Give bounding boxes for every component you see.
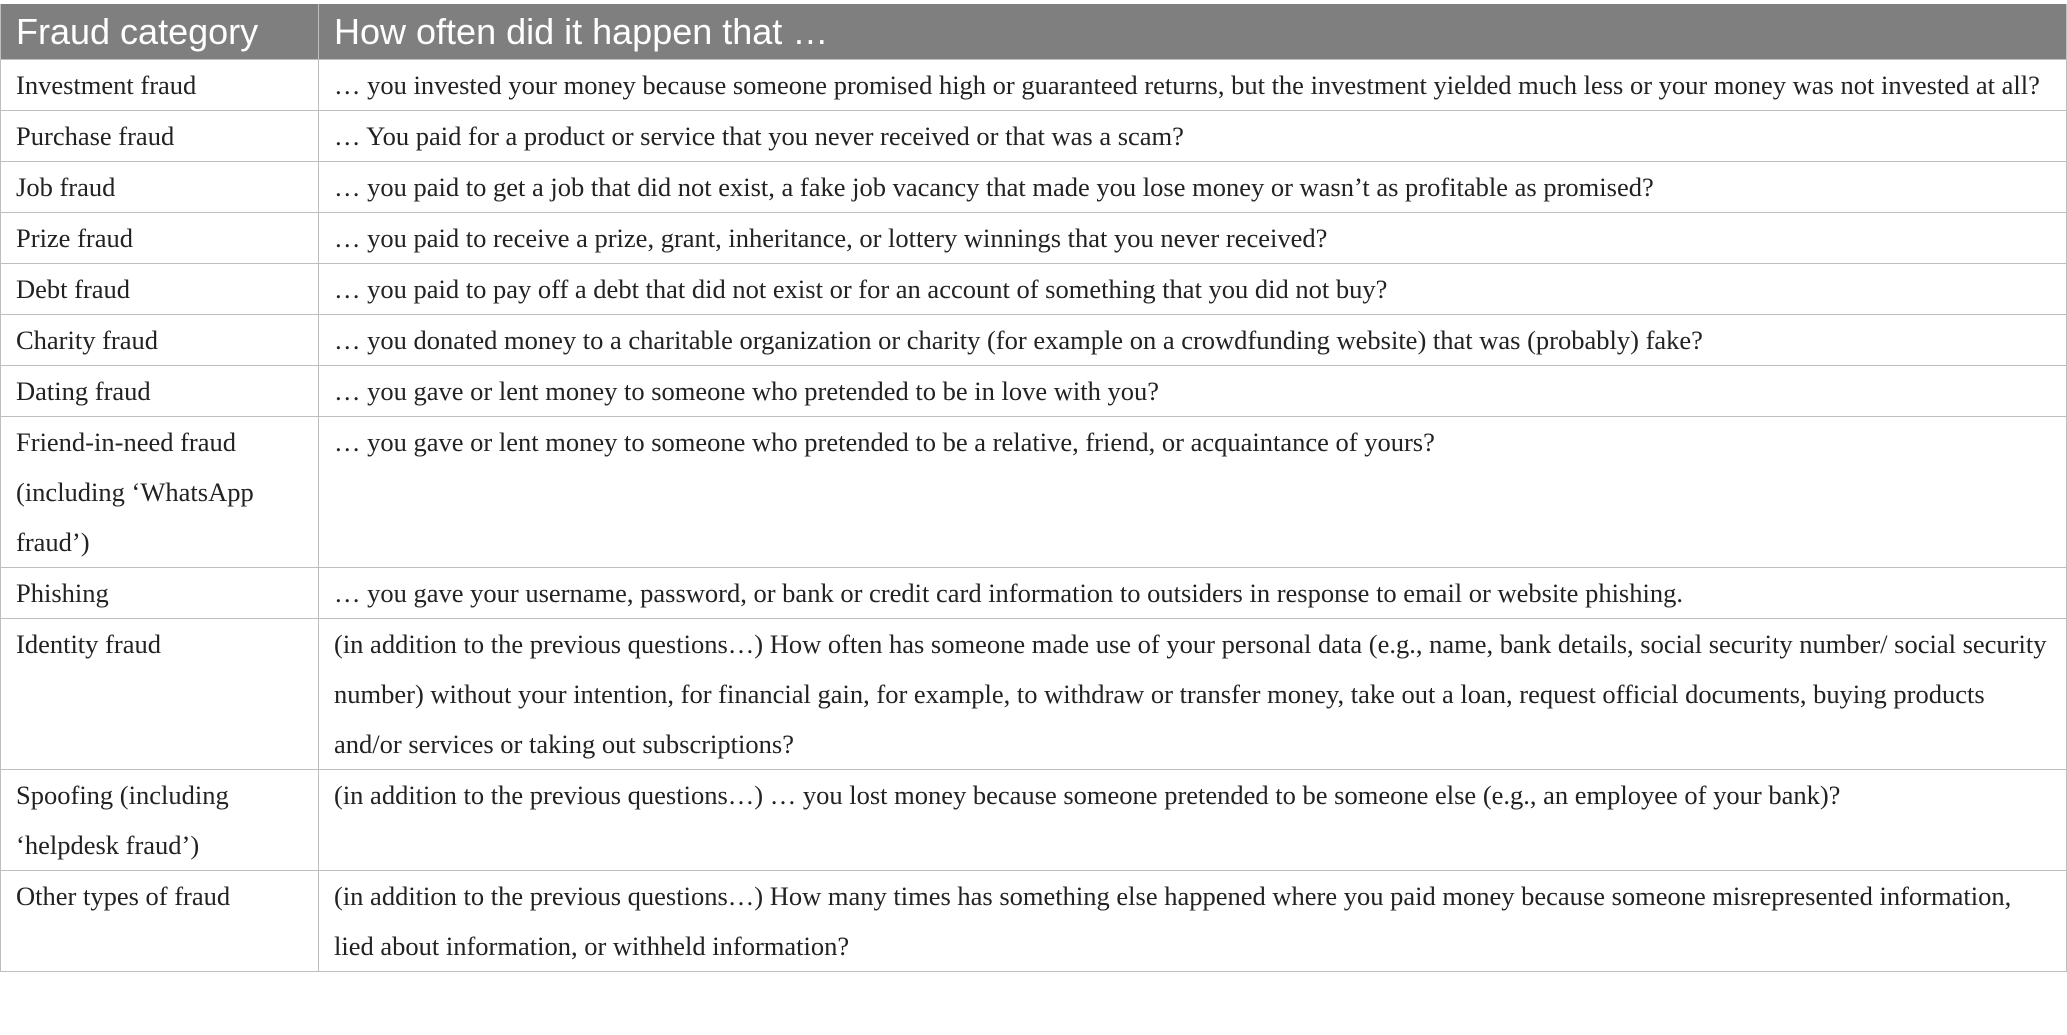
question-cell: … you paid to get a job that did not exist, a fake job vacancy that made you lose money or wasn’t as profitable as promised? <box>319 162 2067 213</box>
fraud-category-cell: Other types of fraud <box>1 871 319 972</box>
table-row <box>1 111 2067 162</box>
fraud-category-cell: Spoofing (including ‘helpdesk fraud’) <box>1 770 319 871</box>
fraud-category-cell: Charity fraud <box>1 315 319 366</box>
header-question: How often did it happen that … <box>319 4 2067 60</box>
table-row <box>1 568 2067 619</box>
header-fraud-category: Fraud category <box>1 4 319 60</box>
fraud-category-table <box>0 4 2067 972</box>
table-header-row <box>1 4 2067 60</box>
question-cell: … you gave your username, password, or bank or credit card information to outsiders in response to email or website phishing. <box>319 568 2067 619</box>
question-cell: … you donated money to a charitable organization or charity (for example on a crowdfunding website) that was (probably) fake? <box>319 315 2067 366</box>
question-cell: (in addition to the previous questions…) How often has someone made use of your personal data (e.g., name, bank details, social security number/ social security number) without your intention, for financial gain, for example, to withdraw or transfer money, take out a loan, request official documents, buying products and/or services or taking out subscriptions? <box>319 619 2067 770</box>
fraud-category-cell: Investment fraud <box>1 60 319 111</box>
fraud-category-cell: Friend-in-need fraud (including ‘WhatsApp fraud’) <box>1 417 319 568</box>
question-cell: (in addition to the previous questions…) … you lost money because someone pretended to be someone else (e.g., an employee of your bank)? <box>319 770 2067 871</box>
fraud-category-cell: Prize fraud <box>1 213 319 264</box>
question-cell: (in addition to the previous questions…) How many times has something else happened where you paid money because someone misrepresented information, lied about information, or withheld information? <box>319 871 2067 972</box>
table-row <box>1 60 2067 111</box>
question-cell: … you paid to receive a prize, grant, inheritance, or lottery winnings that you never received? <box>319 213 2067 264</box>
question-cell: … you gave or lent money to someone who pretended to be a relative, friend, or acquaintance of yours? <box>319 417 2067 568</box>
table-row <box>1 417 2067 568</box>
question-cell: … You paid for a product or service that you never received or that was a scam? <box>319 111 2067 162</box>
table-row <box>1 366 2067 417</box>
table-row <box>1 162 2067 213</box>
fraud-category-cell: Debt fraud <box>1 264 319 315</box>
question-cell: … you invested your money because someone promised high or guaranteed returns, but the investment yielded much less or your money was not invested at all? <box>319 60 2067 111</box>
fraud-category-cell: Purchase fraud <box>1 111 319 162</box>
question-cell: … you paid to pay off a debt that did not exist or for an account of something that you did not buy? <box>319 264 2067 315</box>
fraud-category-cell: Phishing <box>1 568 319 619</box>
table-row <box>1 315 2067 366</box>
fraud-category-cell: Dating fraud <box>1 366 319 417</box>
question-cell: … you gave or lent money to someone who pretended to be in love with you? <box>319 366 2067 417</box>
fraud-category-cell: Job fraud <box>1 162 319 213</box>
table-row <box>1 213 2067 264</box>
fraud-category-cell: Identity fraud <box>1 619 319 770</box>
table-row <box>1 264 2067 315</box>
table-row <box>1 619 2067 770</box>
table-row <box>1 770 2067 871</box>
table-row <box>1 871 2067 972</box>
